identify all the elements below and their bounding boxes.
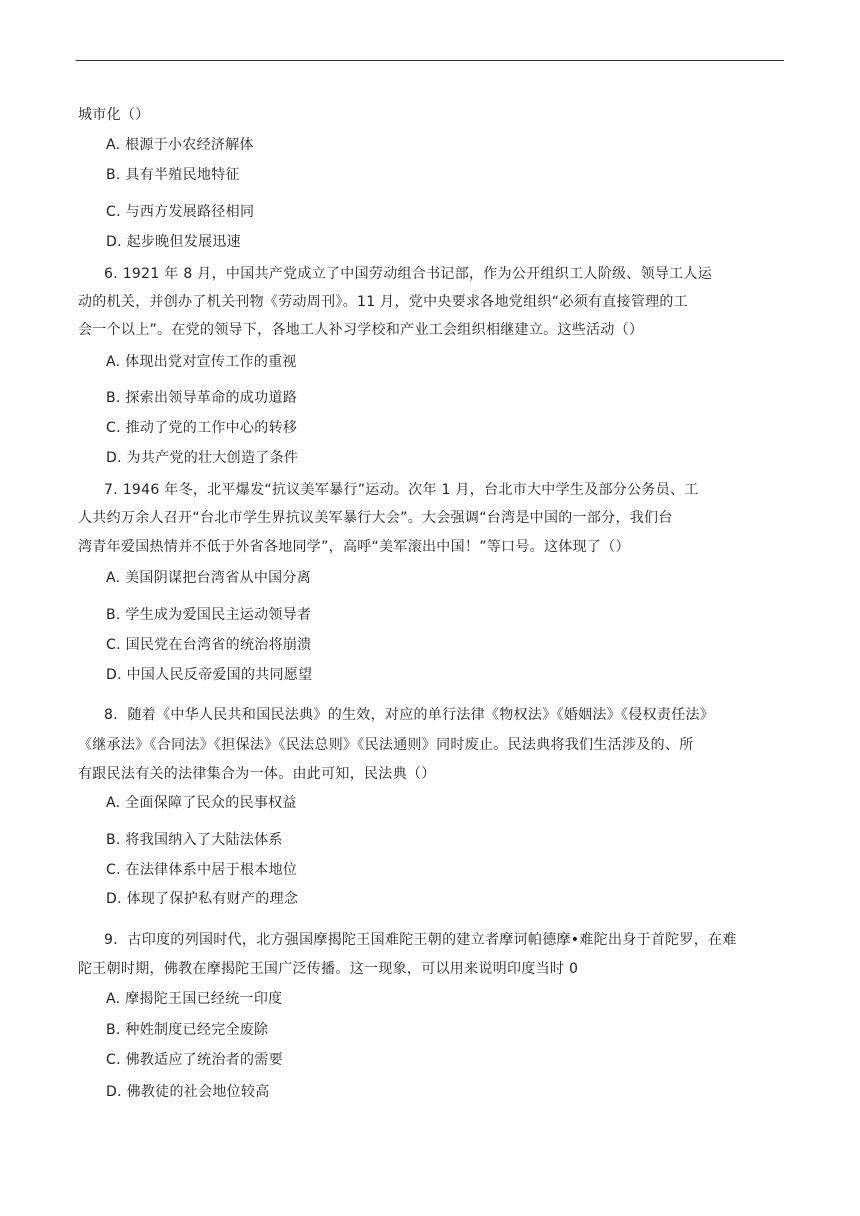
question-5-option-b: B. 具有半殖民地特征 — [106, 167, 240, 183]
question-7-option-c: C. 国民党在台湾省的统治将崩溃 — [106, 637, 312, 653]
question-9-option-d: D. 佛教徒的社会地位较高 — [106, 1084, 270, 1100]
question-7-option-a: A. 美国阴谋把台湾省从中国分离 — [106, 570, 312, 586]
question-9-stem-line-1: 9．古印度的列国时代，北方强国摩揭陀王国难陀王朝的建立者摩诃帕德摩•难陀出身于首陀罗，在难 — [104, 932, 737, 948]
question-6-option-b: B. 探索出领导革命的成功道路 — [106, 390, 298, 406]
question-6-option-c: C. 推动了党的工作中心的转移 — [106, 420, 298, 436]
question-6-stem-line-3: 会一个以上”。在党的领导下，各地工人补习学校和产业工会组织相继建立。这些活动（） — [78, 322, 644, 338]
question-6-option-a: A. 体现出党对宣传工作的重视 — [106, 354, 297, 370]
question-7-stem-line-3: 湾青年爱国热情并不低于外省各地同学”，高呼“美军滚出中国！”等口号。这体现了（） — [78, 539, 630, 555]
question-7-option-d: D. 中国人民反帝爱国的共同愿望 — [106, 667, 313, 683]
question-6-stem-line-1: 6. 1921 年 8 月，中国共产党成立了中国劳动组合书记部，作为公开组织工人阶级、领导工人运 — [104, 266, 713, 282]
question-5-option-a: A. 根源于小农经济解体 — [106, 137, 254, 153]
question-8-option-a: A. 全面保障了民众的民事权益 — [106, 795, 297, 811]
question-5-option-d: D. 起步晚但发展迅速 — [106, 234, 241, 250]
question-7-stem-line-1: 7. 1946 年冬，北平爆发“抗议美军暴行”运动。次年 1 月，台北市大中学生及部分公务员、工 — [104, 482, 699, 498]
question-6-option-d: D. 为共产党的壮大创造了条件 — [106, 450, 299, 466]
question-5-option-c: C. 与西方发展路径相同 — [106, 204, 255, 220]
question-7-stem-line-2: 人共约万余人召开“台北市学生界抗议美军暴行大会”。大会强调“台湾是中国的一部分，我们台 — [78, 510, 673, 526]
question-8-stem-line-3: 有跟民法有关的法律集合为一体。由此可知，民法典（） — [78, 766, 436, 782]
question-8-option-d: D. 体现了保护私有财产的理念 — [106, 891, 299, 907]
question-8-stem-line-1: 8．随着《中华人民共和国民法典》的生效，对应的单行法律《物权法》《婚姻法》《侵权责任法》 — [104, 707, 715, 723]
question-9-option-a: A. 摩揭陀王国已经统一印度 — [106, 991, 283, 1007]
question-8-option-b: B. 将我国纳入了大陆法体系 — [106, 832, 283, 848]
question-6-stem-line-2: 动的机关，并创办了机关刊物《劳动周刊》。11 月，党中央要求各地党组织“必须有直接管理的工 — [78, 294, 689, 310]
question-9-stem-line-2: 陀王朝时期，佛教在摩揭陀王国广泛传播。这一现象，可以用来说明印度当时 0 — [78, 961, 579, 977]
question-9-option-b: B. 种姓制度已经完全废除 — [106, 1022, 269, 1038]
question-7-option-b: B. 学生成为爱国民主运动领导者 — [106, 607, 312, 623]
question-9-option-c: C. 佛教适应了统治者的需要 — [106, 1052, 283, 1068]
question-8-option-c: C. 在法律体系中居于根本地位 — [106, 862, 298, 878]
header-rule — [76, 60, 784, 61]
question-8-stem-line-2: 《继承法》《合同法》《担保法》《民法总则》《民法通则》同时废止。民法典将我们生活涉及的、所 — [78, 737, 694, 753]
question-5-stem: 城市化（） — [78, 107, 150, 123]
